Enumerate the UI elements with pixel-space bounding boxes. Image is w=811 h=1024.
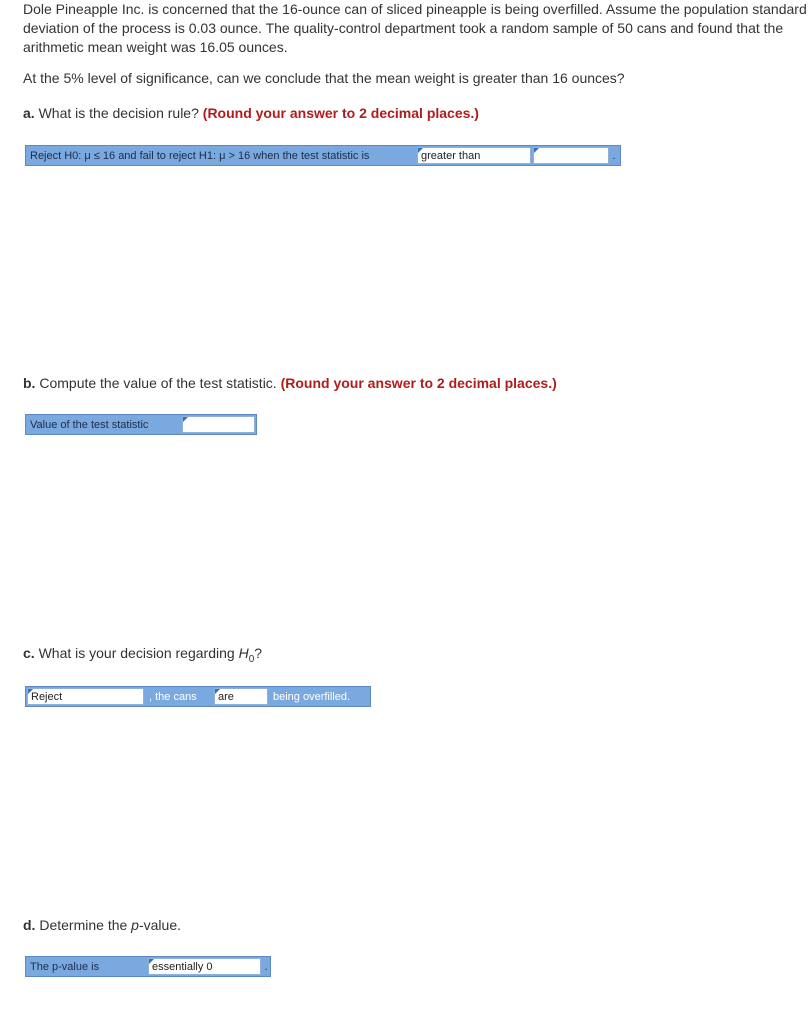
decision-middle-text: , the cans xyxy=(149,690,197,703)
problem-statement xyxy=(23,0,809,57)
decision-rule-period: . xyxy=(612,149,616,162)
part-b-letter: b. xyxy=(23,375,36,391)
decision-rule-label: Reject H0: μ ≤ 16 and fail to reject H1: μ > 16 when the test statistic is xyxy=(30,149,370,162)
part-c-h-symbol: H xyxy=(238,645,249,661)
part-b-round-note: (Round your answer to 2 decimal places.) xyxy=(280,375,557,391)
test-statistic-label: Value of the test statistic xyxy=(30,418,149,431)
part-d-letter: d. xyxy=(23,917,36,933)
test-statistic-row xyxy=(25,414,257,435)
part-d-p-symbol: p xyxy=(131,917,139,933)
decision-end-text: being overfilled. xyxy=(273,690,351,703)
decision-row xyxy=(25,686,371,707)
decision-rule-row xyxy=(25,145,621,166)
part-d-suffix-text: -value. xyxy=(138,917,181,933)
significance-text: At the 5% level of significance, can we conclude that the mean weight is greater than 16 ounces? xyxy=(23,70,625,86)
part-c-question xyxy=(23,644,803,669)
part-a-text: What is the decision rule? xyxy=(38,105,199,121)
part-c-letter: c. xyxy=(23,645,35,661)
part-b-question xyxy=(23,374,803,393)
part-c-text: What is your decision regarding xyxy=(38,645,239,661)
critical-value-input[interactable] xyxy=(533,147,609,164)
p-value-row xyxy=(25,956,271,977)
part-c-h-subscript: 0 xyxy=(248,653,255,665)
part-a-round-note: (Round your answer to 2 decimal places.) xyxy=(202,105,479,121)
part-d-text: Determine the xyxy=(39,917,132,933)
p-value-select[interactable]: essentially 0 xyxy=(148,958,261,975)
are-select[interactable]: are xyxy=(214,688,268,705)
test-statistic-input[interactable] xyxy=(182,416,255,433)
decision-select[interactable]: Reject xyxy=(27,688,144,705)
part-b-text: Compute the value of the test statistic. xyxy=(39,375,277,391)
problem-paragraph: Dole Pineapple Inc. is concerned that the 16-ounce can of sliced pineapple is being overfilled. Assume the population standard deviation of the process is 0.03 ounce. The quality-control department took a random sample of 50 cans and found that the arithmetic mean weight was 16.05 ounces. xyxy=(23,1,807,55)
p-value-label: The p-value is xyxy=(30,960,100,973)
decision-rule-direction-select[interactable]: greater than xyxy=(417,147,531,164)
p-value-period: . xyxy=(264,960,268,973)
part-a-letter: a. xyxy=(23,105,35,121)
part-d-question xyxy=(23,916,803,935)
part-c-question-mark: ? xyxy=(254,645,263,661)
significance-question xyxy=(23,69,809,88)
part-a-question xyxy=(23,104,803,123)
